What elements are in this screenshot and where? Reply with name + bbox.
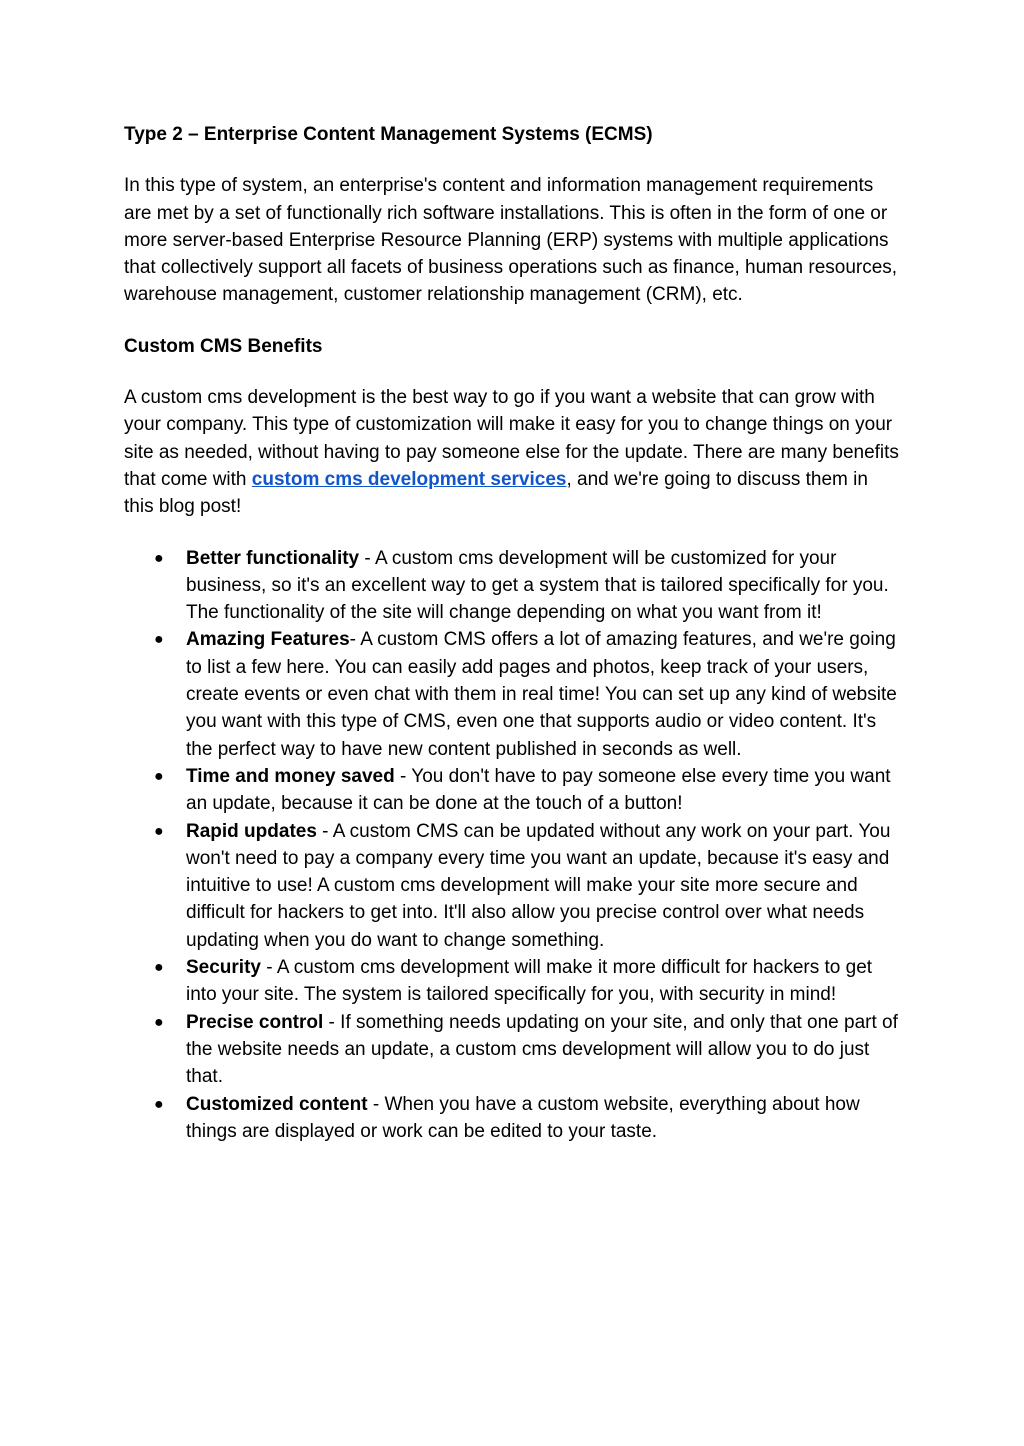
benefits-list xyxy=(124,545,902,1146)
bullet-icon: ● xyxy=(154,631,164,649)
benefits-intro-paragraph xyxy=(124,384,902,520)
intro-text-after-link: , and we're going to discuss them in this blog post! xyxy=(124,468,868,518)
benefit-description: - A custom cms development will be customized for your business, so it's an excellent way to get a system that is tailored specifically for you. The functionality of the site will change depending on what you want from it! xyxy=(186,547,889,624)
bullet-icon: ● xyxy=(154,822,164,840)
list-item xyxy=(124,1009,902,1091)
benefit-description: - A custom cms development will make it more difficult for hackers to get into your site. The system is tailored specifically for you, with security in mind! xyxy=(186,957,873,1006)
benefit-description: - A custom CMS can be updated without any work on your part. You won't need to pay a company every time you want an update, because it's easy and intuitive to use! A custom cms development will make your site more secure and difficult for hackers to get into. It'll also allow you precise control over what needs updating when you do want to change something. xyxy=(186,820,891,951)
bullet-icon: ● xyxy=(154,1013,164,1031)
document-page xyxy=(124,121,902,1145)
bullet-icon: ● xyxy=(154,959,164,977)
benefit-term: Time and money saved xyxy=(186,765,395,787)
list-item xyxy=(124,954,902,1009)
benefit-description: - You don't have to pay someone else every time you want an update, because it can be done at the touch of a button! xyxy=(186,765,891,815)
list-item xyxy=(124,626,902,762)
section-heading-ecms: Type 2 – Enterprise Content Management Systems (ECMS) xyxy=(124,124,653,145)
intro-text-before-link: A custom cms development is the best way to go if you want a website that can grow with your company. This type of customization will make it easy for you to change things on your site as needed, without having to pay someone else for the update. There are many benefits that come with xyxy=(124,387,899,490)
benefit-term: Security xyxy=(186,957,261,979)
ecms-paragraph: In this type of system, an enterprise's content and information management requirements are met by a set of functionally rich software installations. This is often in the form of one or more server-based Enterprise Resource Planning (ERP) systems with multiple applications that collectively support all facets of business operations such as finance, human resources, warehouse management, customer relationship management (CRM), etc. xyxy=(124,175,898,306)
benefit-term: Amazing Features xyxy=(186,629,350,651)
cms-services-link[interactable]: custom cms development services xyxy=(251,468,567,490)
bullet-icon: ● xyxy=(154,549,164,567)
bullet-icon: ● xyxy=(154,1095,164,1113)
benefit-term: Better functionality xyxy=(186,547,360,569)
list-item xyxy=(124,818,902,954)
benefit-term: Customized content xyxy=(186,1093,368,1115)
benefit-description: - If something needs updating on your site, and only that one part of the website needs an update, a custom cms development will allow you to do just that. xyxy=(186,1011,898,1088)
benefit-term: Precise control xyxy=(186,1011,324,1033)
benefit-term: Rapid updates xyxy=(186,820,317,842)
benefit-description: - A custom CMS offers a lot of amazing features, and we're going to list a few here. You can easily add pages and photos, keep track of your users, create events or even chat with them in real time! You can set up any kind of website you want with this type of CMS, even one that supports audio or video content. It's the perfect way to have new content published in seconds as well. xyxy=(186,629,897,760)
bullet-icon: ● xyxy=(154,767,164,785)
benefit-description: - When you have a custom website, everything about how things are displayed or work can be edited to your taste. xyxy=(186,1093,860,1142)
list-item xyxy=(124,1091,902,1146)
section-heading-benefits: Custom CMS Benefits xyxy=(124,335,323,357)
list-item xyxy=(124,763,902,818)
list-item xyxy=(124,545,902,627)
